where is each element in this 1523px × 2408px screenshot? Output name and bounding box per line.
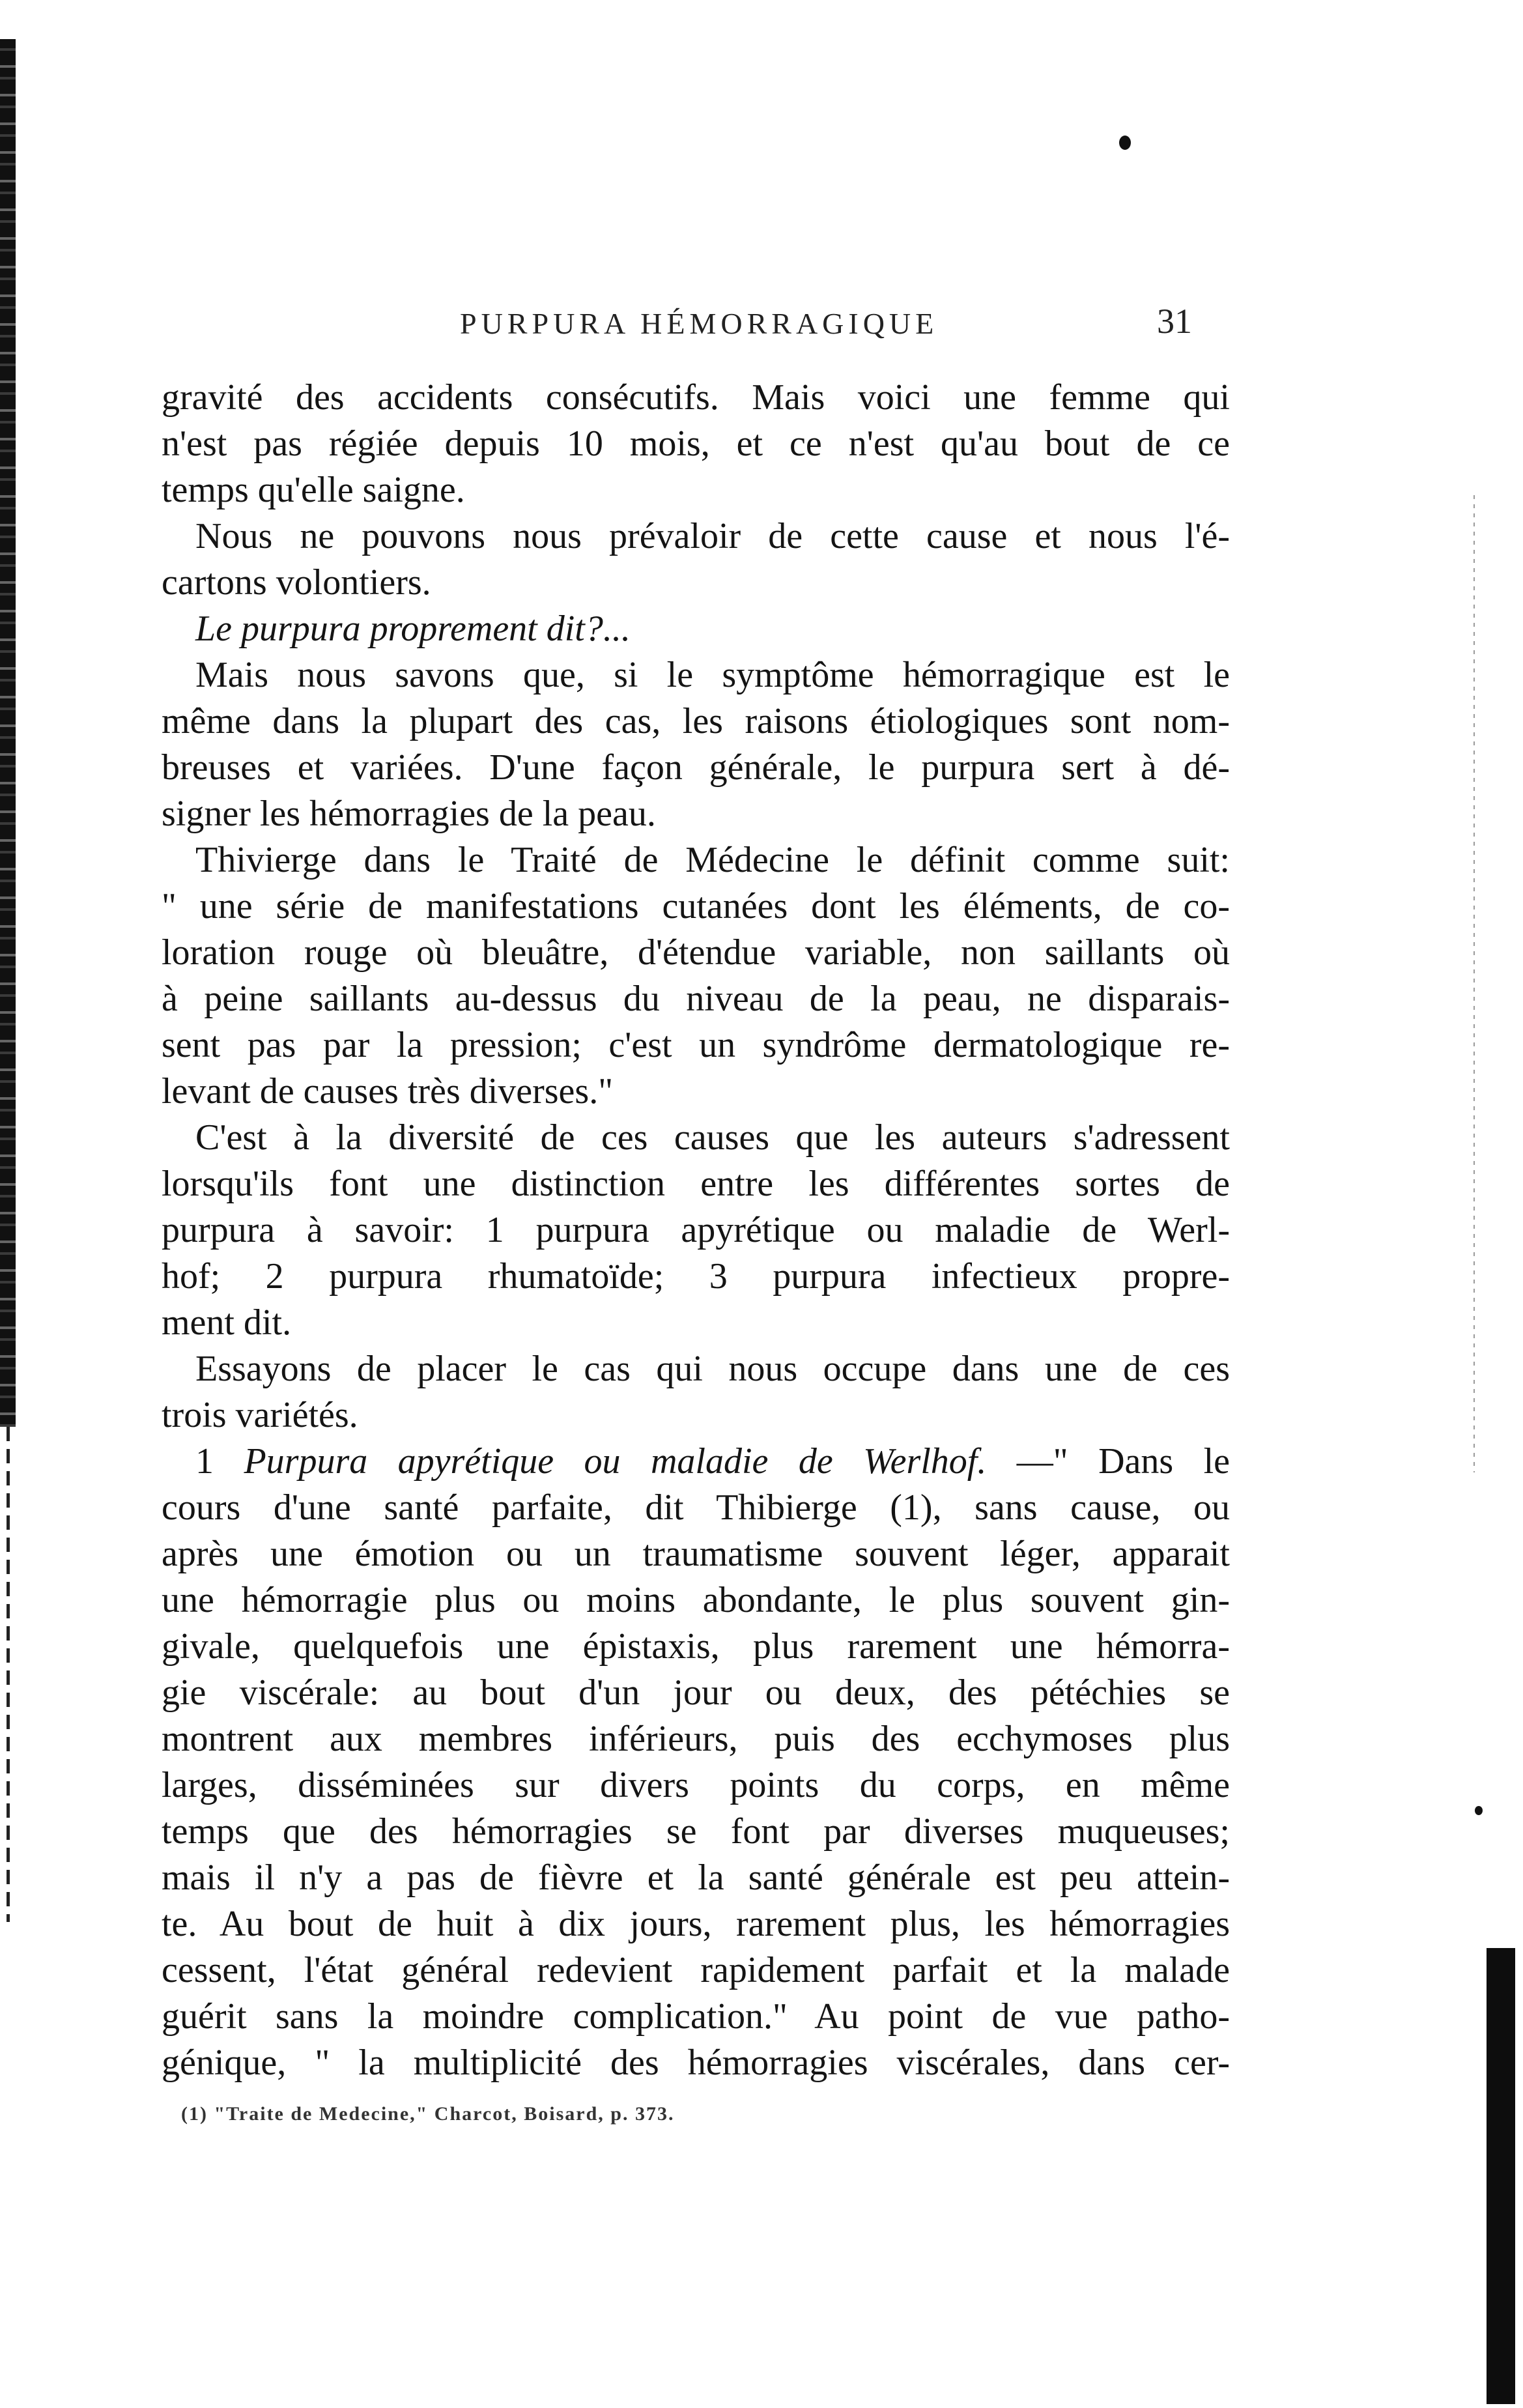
text-line: signer les hémorragies de la peau. (162, 794, 656, 834)
text-line: breuses et variées. D'une façon générale, le purpura sert à dé- (162, 747, 1230, 788)
text-line: givale, quelquefois une épistaxis, plus rarement une hémorra- (162, 1626, 1230, 1667)
scan-edge-left (0, 39, 16, 1427)
text-line: 1 Purpura apyrétique ou maladie de Werlhof. —" Dans le (195, 1441, 1231, 1482)
text-line: mais il n'y a pas de fièvre et la santé générale est peu attein- (162, 1857, 1230, 1898)
footnote: (1) "Traite de Medecine," Charcot, Boisard, p. 373. (181, 2103, 675, 2125)
text-line: temps que des hémorragies se font par diverses muqueuses; (162, 1811, 1230, 1852)
italic-heading: Purpura apyrétique ou maladie de Werlhof. (244, 1441, 987, 1482)
text-line: Thivierge dans le Traité de Médecine le définit comme suit: (195, 840, 1230, 880)
ink-dot (1119, 136, 1131, 150)
text-line: montrent aux membres inférieurs, puis des ecchymoses plus (162, 1719, 1230, 1759)
text-line: temps qu'elle saigne. (162, 470, 465, 510)
text-line: ment dit. (162, 1302, 292, 1343)
text-line: trois variétés. (162, 1395, 358, 1435)
text-line: " une série de manifestations cutanées dont les éléments, de co- (162, 886, 1230, 926)
text-line: purpura à savoir: 1 purpura apyrétique ou maladie de Werl- (162, 1210, 1230, 1250)
margin-rule (1473, 495, 1475, 1472)
ink-dot (1475, 1806, 1483, 1815)
text-line: après une émotion ou un traumatisme souvent léger, apparait (162, 1534, 1230, 1574)
text-line: te. Au bout de huit à dix jours, rarement plus, les hémorragies (162, 1904, 1230, 1944)
page-number: 31 (1157, 302, 1192, 341)
text-line: lorsqu'ils font une distinction entre les différentes sortes de (162, 1164, 1230, 1204)
text-line: cartons volontiers. (162, 562, 431, 603)
text-line: cours d'une santé parfaite, dit Thibierge (1), sans cause, ou (162, 1487, 1230, 1528)
scan-edge-right (1487, 1948, 1515, 2404)
text-line: gravité des accidents consécutifs. Mais voici une femme qui (162, 377, 1230, 418)
text-line: guérit sans la moindre complication." Au point de vue patho- (162, 1996, 1230, 2037)
text-line: une hémorragie plus ou moins abondante, le plus souvent gin- (162, 1580, 1230, 1620)
text-line: sent pas par la pression; c'est un syndrôme dermatologique re- (162, 1025, 1230, 1065)
running-head: PURPURA HÉMORRAGIQUE (460, 307, 939, 340)
scan-edge-left-thin (7, 1427, 10, 1922)
text-line: Mais nous savons que, si le symptôme hémorragique est le (195, 655, 1230, 695)
text-line: à peine saillants au-dessus du niveau de la peau, ne disparais- (162, 979, 1230, 1019)
text-line: génique, " la multiplicité des hémorragies viscérales, dans cer- (162, 2042, 1230, 2083)
text-line: Le purpura proprement dit?... (195, 609, 631, 649)
text-line: levant de causes très diverses." (162, 1071, 614, 1111)
text-line: cessent, l'état général redevient rapidement parfait et la malade (162, 1950, 1230, 1990)
text-line: loration rouge où bleuâtre, d'étendue variable, non saillants où (162, 932, 1230, 973)
text-line: Essayons de placer le cas qui nous occupe dans une de ces (195, 1349, 1230, 1389)
text-line: hof; 2 purpura rhumatoïde; 3 purpura infectieux propre- (162, 1256, 1230, 1297)
text-line: larges, disséminées sur divers points du corps, en même (162, 1765, 1230, 1805)
text-line: n'est pas régiée depuis 10 mois, et ce n'est qu'au bout de ce (162, 423, 1230, 464)
text-line: C'est à la diversité de ces causes que les auteurs s'adressent (195, 1117, 1230, 1158)
text-block (162, 375, 1230, 2086)
text-line: même dans la plupart des cas, les raisons étiologiques sont nom- (162, 701, 1230, 741)
text-line: gie viscérale: au bout d'un jour ou deux, des pétéchies se (162, 1672, 1230, 1713)
text-line: Nous ne pouvons nous prévaloir de cette cause et nous l'é- (195, 516, 1230, 556)
